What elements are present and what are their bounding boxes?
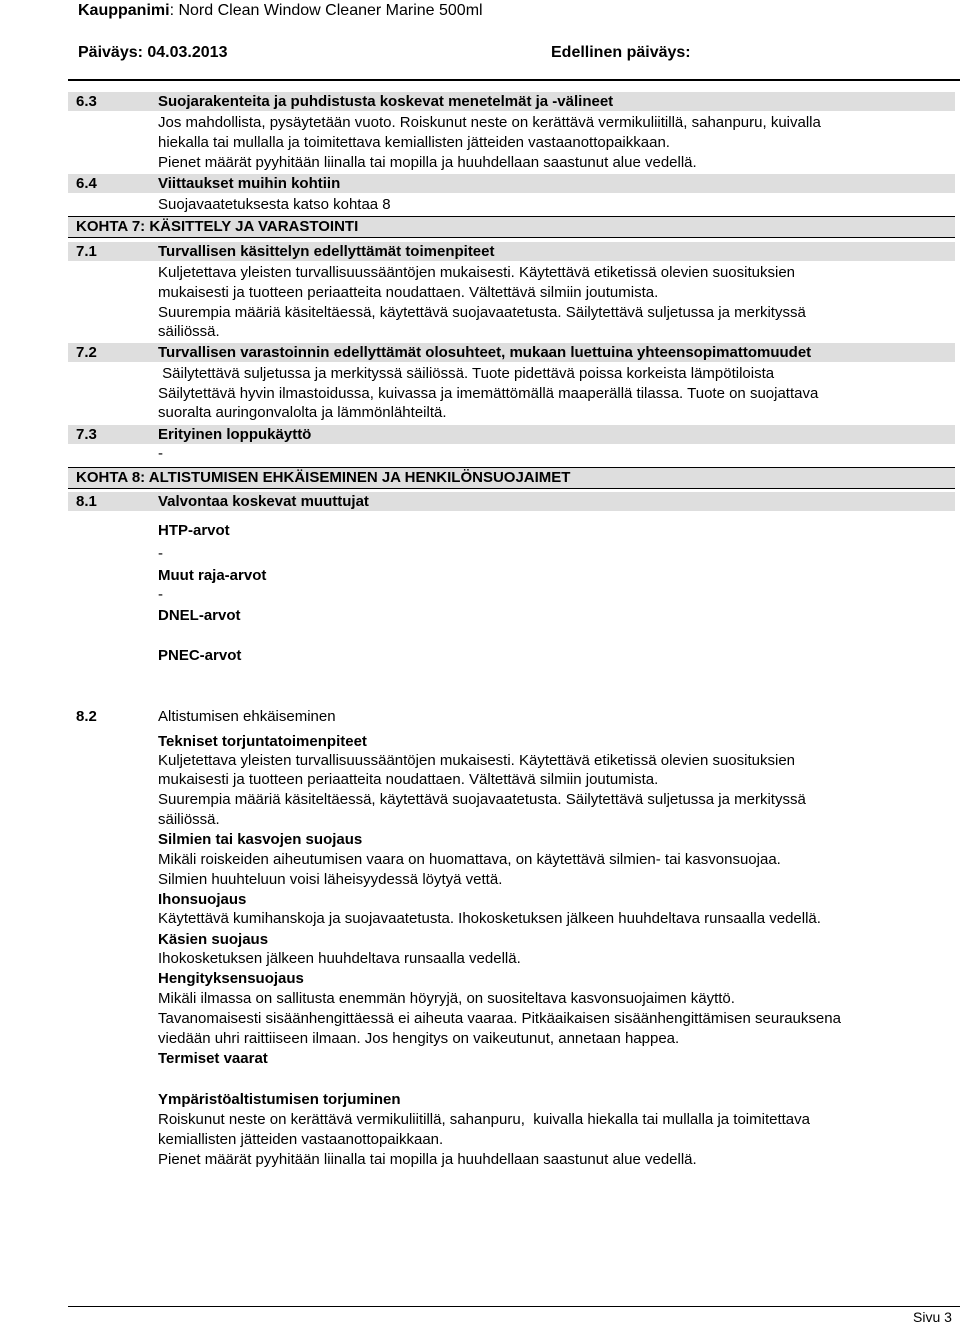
text-line: suoralta auringonvalolta ja lämmönlähteiltä. <box>158 404 447 421</box>
text-line: - <box>158 586 163 603</box>
text-line: Mikäli ilmassa on sallitusta enemmän höyryjä, on suositeltava kasvonsuojaimen käyttö. <box>158 990 735 1007</box>
text-line: Suurempia määriä käsiteltäessä, käytettävä suojavaatetusta. Säilytettävä suljetussa ja merkityssä <box>158 304 806 321</box>
text-line: Pienet määrät pyyhitään liinalla tai mopilla ja huuhdellaan saastunut alue vedellä. <box>158 1151 697 1168</box>
product-name: : Nord Clean Window Cleaner Marine 500ml <box>169 2 483 19</box>
product-label: Kauppanimi <box>78 2 170 19</box>
skin-protection-heading: Ihonsuojaus <box>158 891 247 908</box>
section-6-4-heading <box>68 174 955 193</box>
text-line: mukaisesti ja tuotteen periaatteita noudattaen. Vältettävä silmiin joutumista. <box>158 284 659 301</box>
section-7-2-heading <box>68 343 955 362</box>
text-line: Tavanomaisesti sisäänhengittäessä ei aiheuta vaaraa. Pitkäaikaisen sisäänhengittämisen seurauksena <box>158 1010 841 1027</box>
text-line: säiliössä. <box>158 323 220 340</box>
section-title: Turvallisen varastoinnin edellyttämät olosuhteet, mukaan luettuina yhteensopimattomuudet <box>158 344 812 361</box>
text-line: Jos mahdollista, pysäytetään vuoto. Roiskunut neste on kerättävä vermikuliitillä, sahanpuru, kuivalla <box>158 114 821 131</box>
text-line: viedään uhri raittiiseen ilmaan. Jos hengitys on vaikeutunut, annetaan happea. <box>158 1030 680 1047</box>
section-title: KOHTA 7: KÄSITTELY JA VARASTOINTI <box>76 218 359 235</box>
technical-measures-heading: Tekniset torjuntatoimenpiteet <box>158 733 367 750</box>
respiratory-protection-heading: Hengityksensuojaus <box>158 970 304 987</box>
section-title: Suojarakenteita ja puhdistusta koskevat menetelmät ja -välineet <box>158 93 614 110</box>
text-line: Säilytettävä suljetussa ja merkityssä säiliössä. Tuote pidettävä poissa korkeista lämpötiloista <box>158 365 775 382</box>
section-7-1-heading <box>68 242 955 261</box>
text-line: hiekalla tai mullalla ja toimitettava kemiallisten jätteiden vastaanottopaikkaan. <box>158 134 670 151</box>
text-line: Käytettävä kumihanskoja ja suojavaatetusta. Ihokosketuksen jälkeen huuhdeltava runsaalla vedellä. <box>158 910 821 927</box>
section-number: 7.1 <box>76 243 97 260</box>
section-number: 7.3 <box>76 426 97 443</box>
dnel-heading: DNEL-arvot <box>158 607 241 624</box>
text-line: Silmien huuhteluun voisi läheisyydessä löytyä vettä. <box>158 871 503 888</box>
htp-heading: HTP-arvot <box>158 522 230 539</box>
text-line: - <box>158 545 163 562</box>
section-title: Turvallisen käsittelyn edellyttämät toimenpiteet <box>158 243 495 260</box>
text-line: Pienet määrät pyyhitään liinalla tai mopilla ja huuhdellaan saastunut alue vedellä. <box>158 154 697 171</box>
section-7-heading <box>68 216 955 238</box>
section-title: Altistumisen ehkäiseminen <box>158 708 336 725</box>
section-number: 8.2 <box>76 708 97 725</box>
environmental-exposure-heading: Ympäristöaltistumisen torjuminen <box>158 1091 401 1108</box>
section-number: 7.2 <box>76 344 97 361</box>
text-line: Kuljetettava yleisten turvallisuussääntöjen mukaisesti. Käytettävä etiketissä olevien suosituksien <box>158 752 796 769</box>
section-number: 8.1 <box>76 493 97 510</box>
issue-date: Päiväys: 04.03.2013 <box>78 44 228 61</box>
text-line: Mikäli roiskeiden aiheutumisen vaara on huomattava, on käytettävä silmien- tai kasvonsuojaa. <box>158 851 781 868</box>
section-title: Erityinen loppukäyttö <box>158 426 312 443</box>
section-number: 6.3 <box>76 93 97 110</box>
text-line: - <box>158 445 163 462</box>
header-divider <box>68 79 960 81</box>
other-limits-heading: Muut raja-arvot <box>158 567 267 584</box>
section-number: 6.4 <box>76 175 97 192</box>
page-number: Sivu 3 <box>913 1309 952 1325</box>
section-7-3-heading <box>68 425 955 444</box>
section-title: Viittaukset muihin kohtiin <box>158 175 341 192</box>
text-line: säiliössä. <box>158 811 220 828</box>
text-line: Suurempia määriä käsiteltäessä, käytettävä suojavaatetusta. Säilytettävä suljetussa ja merkityssä <box>158 791 806 808</box>
section-title: Valvontaa koskevat muuttujat <box>158 493 369 510</box>
text-line: Roiskunut neste on kerättävä vermikuliitillä, sahanpuru, kuivalla hiekalla tai mullalla ja toimitettava <box>158 1111 810 1128</box>
text-line: kemiallisten jätteiden vastaanottopaikkaan. <box>158 1131 444 1148</box>
product-name-line <box>78 2 483 20</box>
text-line: Kuljetettava yleisten turvallisuussääntöjen mukaisesti. Käytettävä etiketissä olevien suosituksien <box>158 264 796 281</box>
footer-divider <box>68 1306 960 1307</box>
eye-protection-heading: Silmien tai kasvojen suojaus <box>158 831 363 848</box>
pnec-heading: PNEC-arvot <box>158 647 242 664</box>
thermal-hazards-heading: Termiset vaarat <box>158 1050 268 1067</box>
section-8-2-heading <box>68 708 955 727</box>
text-line: Säilytettävä hyvin ilmastoidussa, kuivassa ja imemättömällä maaperällä tilassa. Tuote on suojattava <box>158 385 819 402</box>
section-8-heading <box>68 467 955 489</box>
section-8-1-heading <box>68 492 955 511</box>
text-line: mukaisesti ja tuotteen periaatteita noudattaen. Vältettävä silmiin joutumista. <box>158 771 659 788</box>
section-title: KOHTA 8: ALTISTUMISEN EHKÄISEMINEN JA HENKILÖNSUOJAIMET <box>76 469 571 486</box>
revision-date-label: Edellinen päiväys: <box>551 44 691 61</box>
section-6-3-heading <box>68 92 955 111</box>
text-line: Suojavaatetuksesta katso kohtaa 8 <box>158 196 391 213</box>
hand-protection-heading: Käsien suojaus <box>158 931 269 948</box>
text-line: Ihokosketuksen jälkeen huuhdeltava runsaalla vedellä. <box>158 950 521 967</box>
